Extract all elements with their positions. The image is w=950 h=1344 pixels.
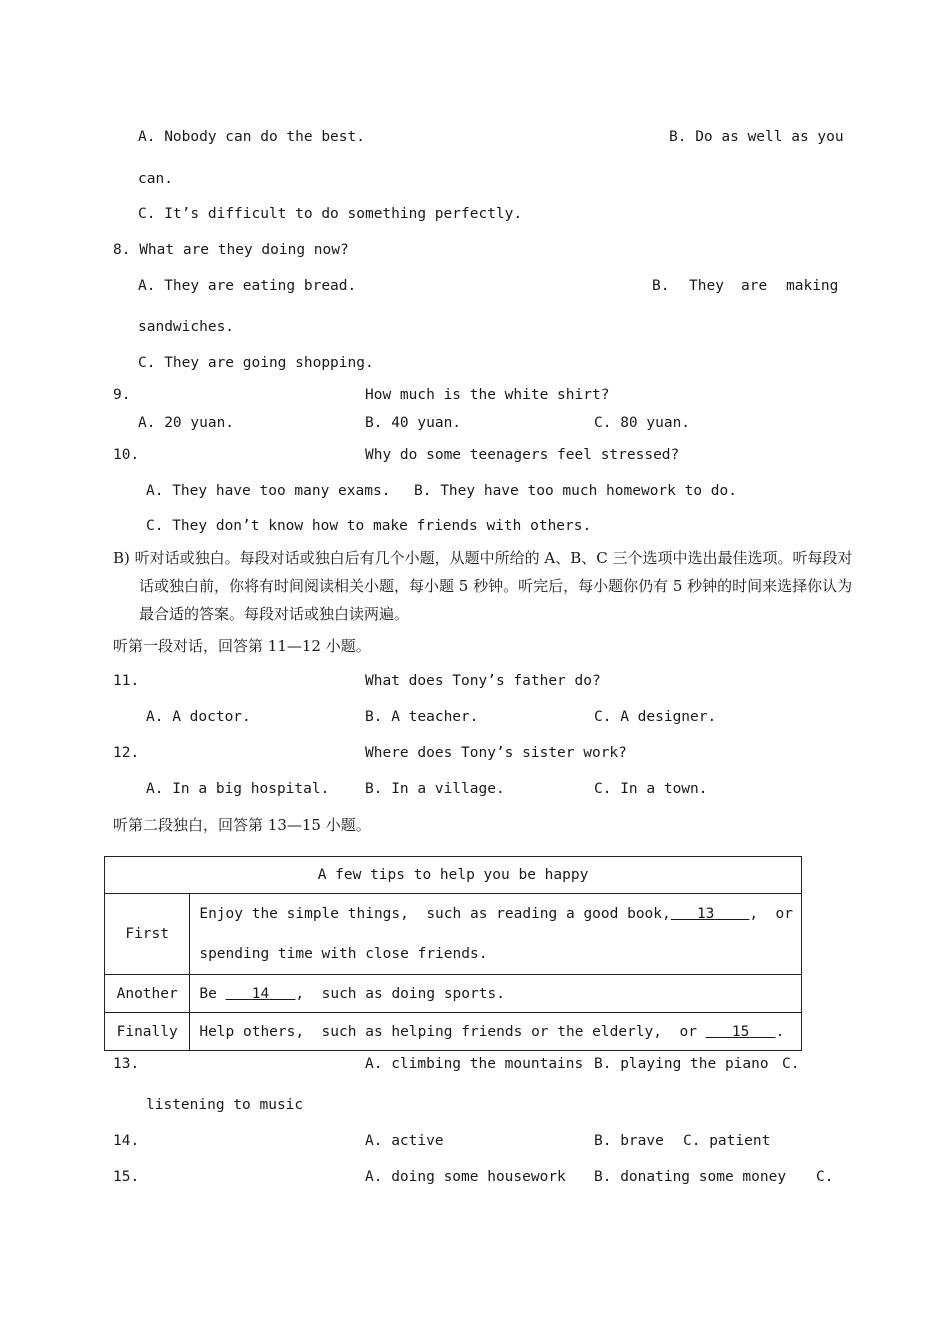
q11-option-b: B. A teacher. — [365, 709, 479, 725]
q14-number: 14. — [113, 1133, 140, 1149]
q10-option-a: A. They have too many exams. — [146, 483, 391, 499]
q12-option-c: C. In a town. — [594, 781, 708, 797]
q8-option-a: A. They are eating bread. — [138, 278, 357, 294]
q10-option-c: C. They don’t know how to make friends with others. — [146, 518, 592, 534]
q12-number: 12. — [113, 745, 140, 761]
table-row — [105, 894, 802, 975]
q13-number: 13. — [113, 1056, 140, 1072]
section-b-instruction: B) 听对话或独白。每段对话或独白后有几个小题，从题中所给的 A、B、C 三个选项中选出最佳选项。听每段对话或独白前，你将有时间阅读相关小题，每小题 5 秒钟。听完后，每小题你仍有 5 秒钟的时间来选择你认为最合适的答案。每段对话或独白读两遍。 — [113, 549, 853, 623]
monologue-2-heading: 听第二段独白，回答第 13—15 小题。 — [113, 816, 371, 834]
q9-number: 9. — [113, 387, 131, 403]
row-text: , or — [749, 906, 793, 922]
answer-blank-14: 14 — [251, 985, 270, 1002]
row-text: Enjoy the simple things, such as reading a good book, — [199, 906, 671, 922]
row-content — [190, 975, 802, 1013]
q13-option-c-label: C. — [782, 1056, 800, 1072]
q11-option-c: C. A designer. — [594, 709, 717, 725]
q11-option-a: A. A doctor. — [146, 709, 251, 725]
q7-option-a: A. Nobody can do the best. — [138, 129, 365, 145]
row-text: , such as doing sports. — [295, 985, 505, 1002]
q13-option-c: listening to music — [146, 1097, 304, 1113]
table-title: A few tips to help you be happy — [105, 857, 802, 894]
q11-stem: What does Tony’s father do? — [365, 673, 601, 689]
row-label: First — [105, 894, 190, 975]
row-content — [190, 894, 802, 975]
row-content — [190, 1013, 802, 1051]
q14-option-c: C. patient — [683, 1133, 771, 1149]
q12-stem: Where does Tony’s sister work? — [365, 745, 627, 761]
row-label: Another — [105, 975, 190, 1013]
q8-stem: 8. What are they doing now? — [113, 242, 349, 258]
q13-option-b: B. playing the piano — [594, 1056, 769, 1072]
row-text: . — [775, 1023, 785, 1040]
table-row — [105, 857, 802, 894]
q10-stem: Why do some teenagers feel stressed? — [365, 447, 680, 463]
q9-option-a: A. 20 yuan. — [138, 415, 235, 431]
q13-option-a: A. climbing the mountains — [365, 1056, 584, 1072]
q8-option-b-word: are — [741, 278, 768, 294]
q7-option-c: C. It’s difficult to do something perfectly. — [138, 206, 523, 222]
q10-option-b: B. They have too much homework to do. — [414, 483, 738, 499]
q15-option-c-label: C. — [816, 1169, 834, 1185]
q9-option-b: B. 40 yuan. — [365, 415, 462, 431]
q9-option-c: C. 80 yuan. — [594, 415, 691, 431]
q15-option-a: A. doing some housework — [365, 1169, 566, 1185]
q7-option-b: B. Do as well as you — [669, 129, 844, 145]
q7-option-b-cont: can. — [138, 171, 173, 187]
row-label: Finally — [105, 1013, 190, 1051]
q11-number: 11. — [113, 673, 140, 689]
table-row — [105, 1013, 802, 1051]
row-text: Help others, such as helping friends or the elderly, or — [199, 1023, 697, 1040]
q8-option-c: C. They are going shopping. — [138, 355, 374, 371]
q14-option-a: A. active — [365, 1133, 444, 1149]
row-text: Be — [199, 985, 217, 1002]
answer-blank-15: 15 — [731, 1023, 750, 1040]
tips-table — [104, 856, 802, 1051]
q12-option-b: B. In a village. — [365, 781, 505, 797]
q8-option-b-word: making — [786, 278, 839, 294]
q12-option-a: A. In a big hospital. — [146, 781, 330, 797]
row-text-line2: spending time with close friends. — [199, 946, 488, 962]
q8-option-b-word: They — [689, 278, 724, 294]
q8-option-b-cont: sandwiches. — [138, 319, 235, 335]
q15-option-b: B. donating some money — [594, 1169, 787, 1185]
dialogue-1-heading: 听第一段对话，回答第 11—12 小题。 — [113, 637, 371, 655]
answer-blank-13: 13 — [696, 906, 715, 922]
q14-option-b: B. brave — [594, 1133, 664, 1149]
q15-number: 15. — [113, 1169, 140, 1185]
q9-stem: How much is the white shirt? — [365, 387, 610, 403]
q10-number: 10. — [113, 447, 140, 463]
q8-option-b-label: B. — [652, 278, 670, 294]
table-row — [105, 975, 802, 1013]
